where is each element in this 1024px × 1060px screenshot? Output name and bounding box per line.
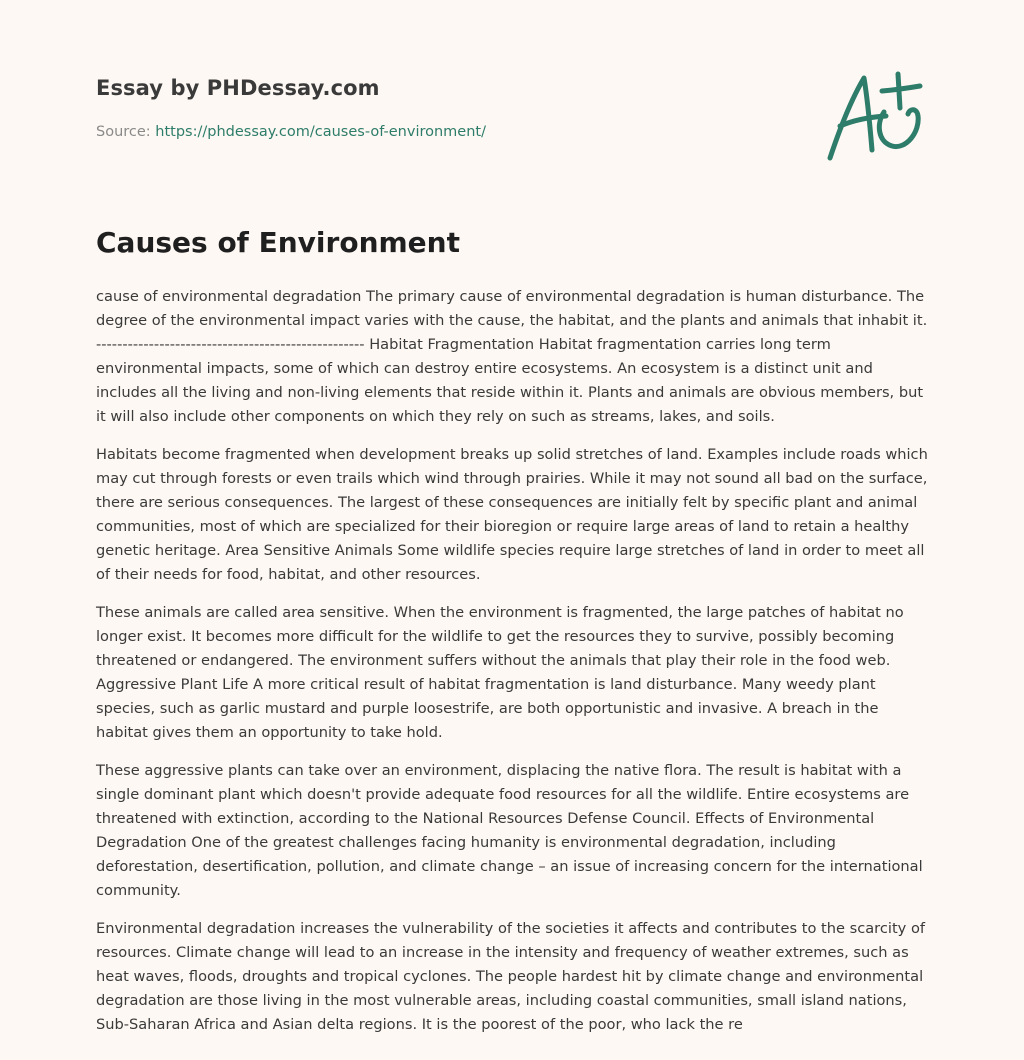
source-line	[96, 124, 486, 140]
essay-paragraph: These aggressive plants can take over an environment, displacing the native flora. The result is habitat with a single dominant plant which doesn't provide adequate food resources for all the wildlife. Entire ecosystems are threatened with extinction, according to the National Resources Defense Council. Effects of Environmental Degradation One of the greatest challenges facing humanity is environmental degradation, including deforestation, desertification, pollution, and climate change – an issue of increasing concern for the international community.	[96, 762, 923, 899]
site-header-title: Essay by PHDessay.com	[96, 76, 380, 100]
source-label: Source:	[96, 124, 156, 140]
a-plus-logo-icon	[820, 66, 930, 166]
essay-title: Causes of Environment	[96, 226, 460, 259]
essay-paragraph: These animals are called area sensitive. When the environment is fragmented, the large patches of habitat no longer exist. It becomes more difficult for the wildlife to get the resources they to survive, possibly becoming threatened or endangered. The environment suffers without the animals that play their role in the food web. Aggressive Plant Life A more critical result of habitat fragmentation is land disturbance. Many weedy plant species, such as garlic mustard and purple loosestrife, are both opportunistic and invasive. A breach in the habitat gives them an opportunity to take hold.	[96, 604, 904, 741]
a-plus-logo-strokes	[830, 74, 920, 158]
essay-body	[96, 285, 932, 1051]
plus-horizontal-stroke	[882, 86, 920, 91]
essay-paragraph: Habitats become fragmented when development breaks up solid stretches of land. Examples include roads which may cut through forests or even trails which wind through prairies. While it may not sound all bad on the surface, there are serious consequences. The largest of these consequences are initially felt by specific plant and animal communities, most of which are specialized for their bioregion or require large areas of land to retain a healthy genetic heritage. Area Sensitive Animals Some wildlife species require large stretches of land in order to meet all of their needs for food, habitat, and other resources.	[96, 446, 928, 583]
essay-paragraph: Environmental degradation increases the vulnerability of the societies it affects and contributes to the scarcity of resources. Climate change will lead to an increase in the intensity and frequency of weather extremes, such as heat waves, floods, droughts and tropical cyclones. The people hardest hit by climate change and environmental degradation are those living in the most vulnerable areas, including coastal communities, small island nations, Sub-Saharan Africa and Asian delta regions. It is the poorest of the poor, who lack the re	[96, 920, 926, 1033]
source-link[interactable]: https://phdessay.com/causes-of-environment/	[155, 124, 486, 140]
essay-paragraph: cause of environmental degradation The primary cause of environmental degradation is human disturbance. The degree of the environmental impact varies with the cause, the habitat, and the plants and animals that inhabit it. --------------------------------------------------- Habitat Fragmentation Habitat fragmentation carries long term environmental impacts, some of which can destroy entire ecosystems. An ecosystem is a distinct unit and includes all the living and non-living elements that reside within it. Plants and animals are obvious members, but it will also include other components on which they rely on such as streams, lakes, and soils.	[96, 288, 928, 425]
